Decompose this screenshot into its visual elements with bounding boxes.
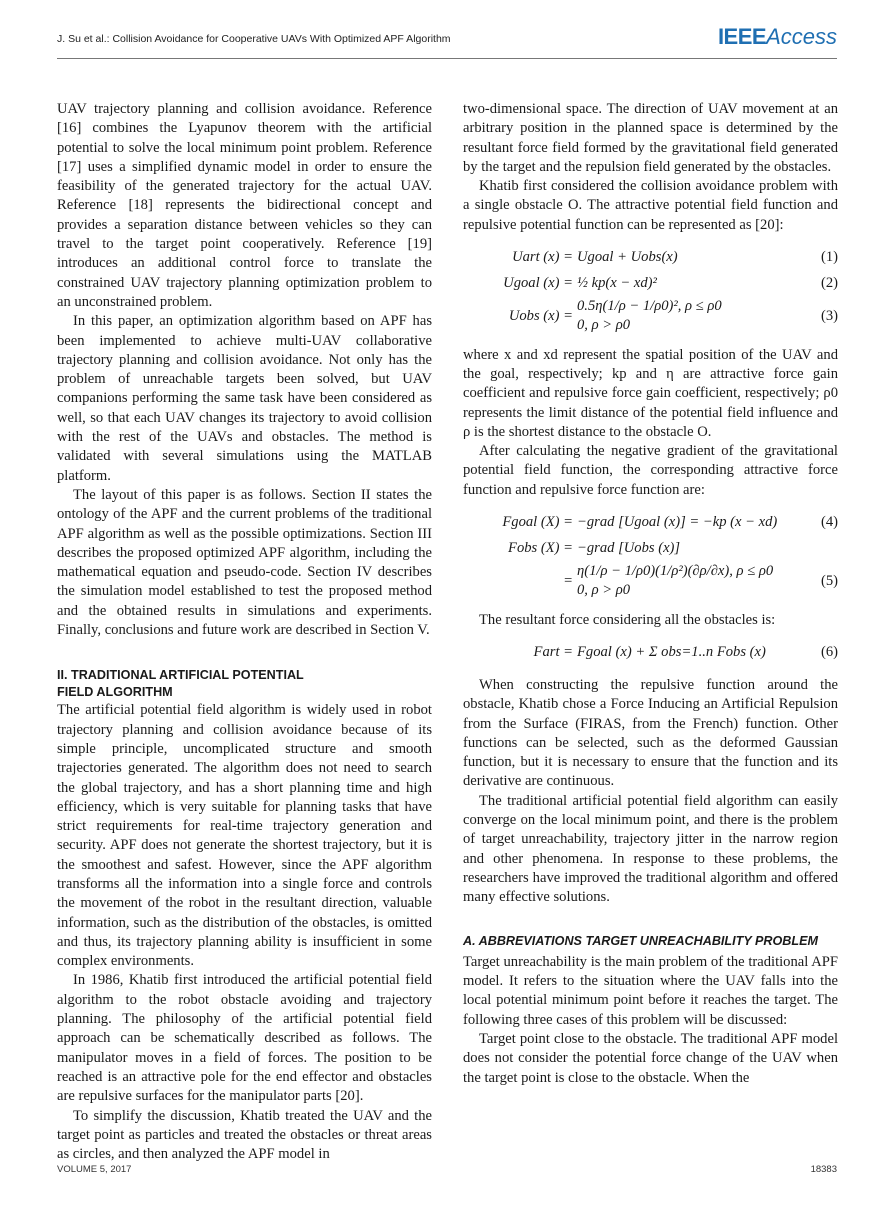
logo-main: IEEE xyxy=(717,24,767,49)
logo-sub: Access xyxy=(766,24,837,49)
paragraph: Target point close to the obstacle. The traditional APF model does not consider the potential force change of the UAV when the target point is close to the obstacle. When the xyxy=(463,1030,838,1086)
equation-block-1-3 xyxy=(463,245,838,336)
eq-rhs: −grad [Uobs (x)] xyxy=(577,540,681,557)
eq-number: (4) xyxy=(820,514,838,531)
journal-logo xyxy=(718,24,837,50)
eq-case: 0, ρ > ρ0 xyxy=(577,317,631,334)
equation-2 xyxy=(463,271,838,297)
equation-6 xyxy=(463,640,838,666)
equation-block-6 xyxy=(463,640,838,666)
section-heading-line: II. TRADITIONAL ARTIFICIAL POTENTIAL xyxy=(57,668,304,683)
eq-lhs: Fgoal (X) = xyxy=(502,514,573,531)
paragraph: In this paper, an optimization algorithm based on APF has been implemented to achieve multi-UAV collaborative trajectory planning and collision avoidance. Not only has the problem of unreachable targets been solved, but UAV companions performing the same task have been considered as well, so that each UAV changes its trajectory to avoid collision with the rest of the UAVs and obstacles. The method is validated with several simulations using the MATLAB platform. xyxy=(57,313,432,484)
eq-number: (1) xyxy=(820,249,838,266)
eq-lhs: Uart (x) = xyxy=(512,249,573,266)
eq-lhs: Ugoal (x) = xyxy=(503,275,573,292)
paragraph: Target unreachability is the main problem of the traditional APF model. It refers to the situation where the UAV falls into the local potential minimum point before it reaches the target. The following three cases of this problem will be discussed: xyxy=(463,953,838,1028)
paragraph: two-dimensional space. The direction of UAV movement at an arbitrary position in the planned space is determined by the resultant force field formed by the gravitational field generated by the target and the repulsion field generated by the obstacles. xyxy=(463,101,838,175)
left-column xyxy=(57,100,432,1164)
eq-cases xyxy=(577,297,808,336)
eq-lhs: Fart = xyxy=(533,644,573,661)
eq-number: (3) xyxy=(820,307,838,324)
section-heading xyxy=(57,667,432,701)
paragraph: The traditional artificial potential field algorithm can easily converge on the local minimum point, and there is the problem of target unreachability, trajectory jitter in the narrow region and other phenomena. In response to these problems, the researchers have improved the traditional algorithm and offered many effective solutions. xyxy=(463,792,838,906)
paragraph: The resultant force considering all the obstacles is: xyxy=(479,611,776,628)
equation-1 xyxy=(463,245,838,271)
eq-case: η(1/ρ − 1/ρ0)(1/ρ²)(∂ρ/∂x), ρ ≤ ρ0 xyxy=(577,563,774,580)
equation-block-4-5 xyxy=(463,510,838,601)
subsection-heading: A. ABBREVIATIONS TARGET UNREACHABILITY PROBLEM xyxy=(463,933,818,948)
paragraph: When constructing the repulsive function around the obstacle, Khatib chose a Force Inducing an Artificial Repulsion from the Surface (FIRAS, from the French) function. Other functions can be selected, such as the deformed Gaussian function, but it is necessary to ensure that the function and its derivative are continuous. xyxy=(463,676,838,790)
eq-case: 0, ρ > ρ0 xyxy=(577,582,631,599)
running-header: J. Su et al.: Collision Avoidance for Cooperative UAVs With Optimized APF Algorithm xyxy=(57,33,451,45)
equation-5a xyxy=(463,536,838,562)
equation-3 xyxy=(463,297,838,336)
eq-number: (2) xyxy=(820,275,838,292)
paragraph: UAV trajectory planning and collision avoidance. Reference [16] combines the Lyapunov theorem with the artificial potential to solve the local minimum point problem. Reference [17] uses a simplified dynamic model in order to ensure the feasibility of the generated trajectory for the actual UAV. Reference [18] represents the bidirectional concept and provides a separation distance between vehicles so they can travel to the target point cooperatively. Reference [19] introduces an additional control force to translate the constrained UAV trajectory planning optimization problem to an unconstrained problem. xyxy=(57,101,432,310)
paragraph: The layout of this paper is as follows. Section II states the ontology of the APF and the current problems of the traditional APF algorithm as well as the possible optimizations. Section III describes the proposed optimized APF algorithm, including the mathematical equation and pseudo-code. Section IV describes the simulation model established to test the proposed method and the obtained results in simulations and experiments. Finally, conclusions and future work are described in Section V. xyxy=(57,486,432,639)
eq-lhs: Uobs (x) = xyxy=(508,307,573,324)
header-rule xyxy=(57,58,837,59)
eq-number: (5) xyxy=(820,572,838,589)
section-heading-line: FIELD ALGORITHM xyxy=(57,685,173,700)
eq-lhs: Fobs (X) = xyxy=(508,540,573,557)
eq-rhs: ½ kp(x − xd)² xyxy=(577,275,657,292)
eq-rhs: Ugoal + Uobs(x) xyxy=(577,249,678,266)
paragraph: In 1986, Khatib first introduced the artificial potential field algorithm to the robot obstacle avoiding and trajectory planning. The philosophy of the artificial potential field approach can be schematically described as follows. The manipulator moves in a field of forces. The position to be reached is an attractive pole for the end effector and obstacles are repulsive surfaces for the manipulator parts [20]. xyxy=(57,972,432,1105)
eq-rhs: −grad [Ugoal (x)] = −kp (x − xd) xyxy=(577,514,778,531)
paragraph: where x and xd represent the spatial position of the UAV and the goal, respectively; kp and η are attractive force gain coefficient and repulsive force gain coefficient, respectively; ρ0 represents the limit distance of the potential field influence and ρ is the shortest distance to the obstacle O. xyxy=(463,346,838,440)
eq-rhs: Fgoal (x) + Σ obs=1..n Fobs (x) xyxy=(577,644,766,661)
footer-page-number: 18383 xyxy=(810,1164,837,1175)
paragraph: Khatib first considered the collision avoidance problem with a single obstacle O. The attractive potential field function and repulsive potential function can be represented as [20]: xyxy=(463,178,838,233)
footer-volume: VOLUME 5, 2017 xyxy=(57,1164,132,1175)
right-column xyxy=(463,100,838,1088)
equation-5b xyxy=(463,562,838,601)
paragraph: The artificial potential field algorithm is widely used in robot trajectory planning and collision avoidance because of its simple principle, uncomplicated structure and smooth trajectories generated. The algorithm does not need to search the global trajectory, and has a short planning time and high efficiency, which is very suitable for planning tasks that have strict requirements for real-time trajectory generation and security. APF does not generate the shortest trajectory, but it is the smoothest and safest. However, since the APF algorithm transforms all the information into a single force and controls the movement of the robot in the resultant direction, valuable information, such as the distribution of the obstacles, is omitted and thus, its trajectory planning ability is insufficient in some complex environments. xyxy=(57,702,432,970)
paragraph: After calculating the negative gradient of the gravitational potential field function, the corresponding attractive force function and repulsive force function are: xyxy=(463,443,838,498)
eq-cases xyxy=(577,562,808,601)
paragraph: To simplify the discussion, Khatib treated the UAV and the target point as particles and treated the obstacles or threat areas as circles, and then analyzed the APF model in xyxy=(57,1107,432,1163)
equation-4 xyxy=(463,510,838,536)
eq-case: 0.5η(1/ρ − 1/ρ0)², ρ ≤ ρ0 xyxy=(577,298,722,315)
eq-number: (6) xyxy=(820,644,838,661)
eq-equals: = xyxy=(563,572,573,589)
